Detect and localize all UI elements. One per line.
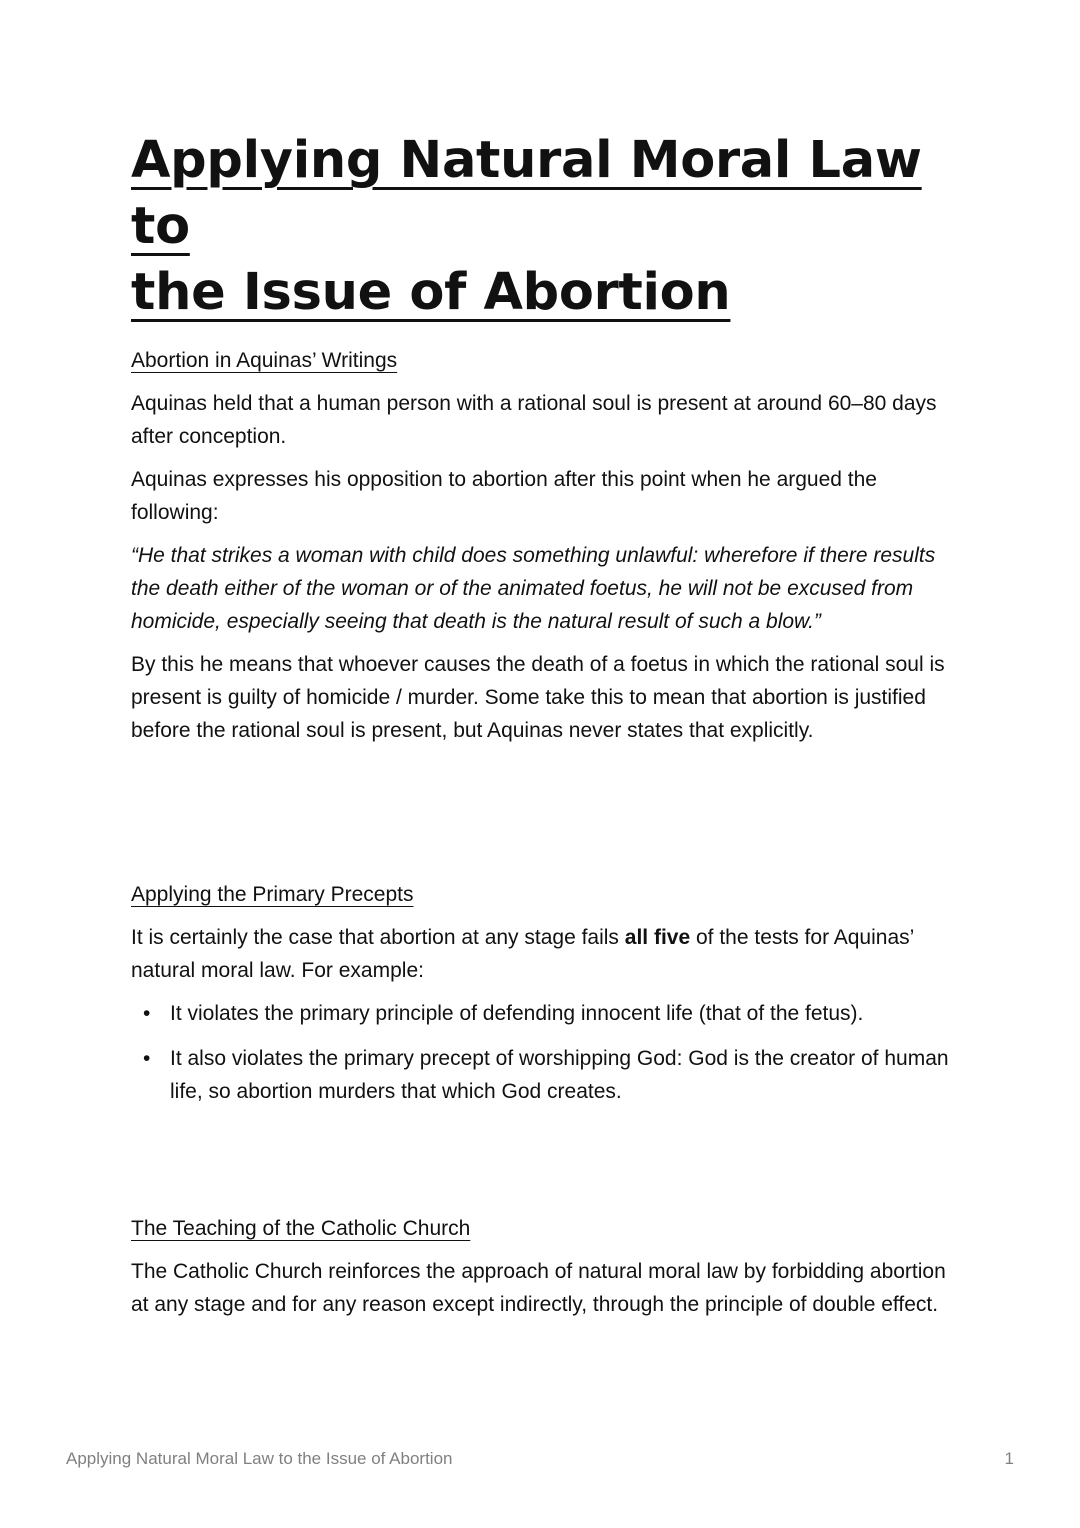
list-item [131, 1042, 961, 1108]
section-heading-precepts: Applying the Primary Precepts [131, 883, 414, 906]
document-title-line-2: the Issue of Abortion [131, 263, 731, 322]
section-aquinas-writings [131, 344, 961, 757]
paragraph-five-tests [131, 921, 961, 987]
section-heading-aquinas: Abortion in Aquinas’ Writings [131, 349, 398, 372]
intro-text-start: It is certainly the case that abortion at any stage fails [131, 926, 625, 949]
paragraph-opposition: Aquinas expresses his opposition to abortion after this point when he argued the following: [131, 468, 877, 524]
footer-document-title: Applying Natural Moral Law to the Issue of Abortion [66, 1449, 453, 1468]
bullet-icon: • [143, 1002, 151, 1025]
paragraph-catholic-teaching: The Catholic Church reinforces the approach of natural moral law by forbidding abortion at any stage and for any reason except indirectly, through the principle of double effect. [131, 1260, 946, 1316]
intro-bold-all-five: all five [624, 926, 691, 949]
aquinas-quote: “He that strikes a woman with child does something unlawful: wherefore if there results the death either of the woman or of the animated foetus, he will not be excused from homicide, especially seeing that death is the natural result of such a blow.” [131, 544, 936, 633]
paragraph-rational-soul: Aquinas held that a human person with a rational soul is present at around 60–80 days after conception. [131, 392, 937, 448]
section-heading-church: The Teaching of the Catholic Church [131, 1217, 471, 1240]
document-title [131, 128, 961, 326]
precepts-bullet-list [131, 997, 961, 1108]
list-item-text: It also violates the primary precept of worshipping God: God is the creator of human life, so abortion murders that which God creates. [170, 1047, 949, 1103]
document-title-line-1: Applying Natural Moral Law to [131, 131, 922, 256]
bullet-icon: • [143, 1047, 151, 1070]
list-item-text: It violates the primary principle of defending innocent life (that of the fetus). [170, 1002, 864, 1025]
paragraph-interpretation: By this he means that whoever causes the death of a foetus in which the rational soul is present is guilty of homicide / murder. Some take this to mean that abortion is justified before the rational soul is present, but Aquinas never states that explicitly. [131, 653, 945, 742]
section-catholic-church [131, 1212, 961, 1331]
section-primary-precepts [131, 878, 961, 1120]
list-item [131, 997, 961, 1030]
intro-text-end: of the tests for Aquinas’ natural moral law. For example: [131, 926, 914, 982]
footer-page-number: 1 [1004, 1449, 1014, 1468]
